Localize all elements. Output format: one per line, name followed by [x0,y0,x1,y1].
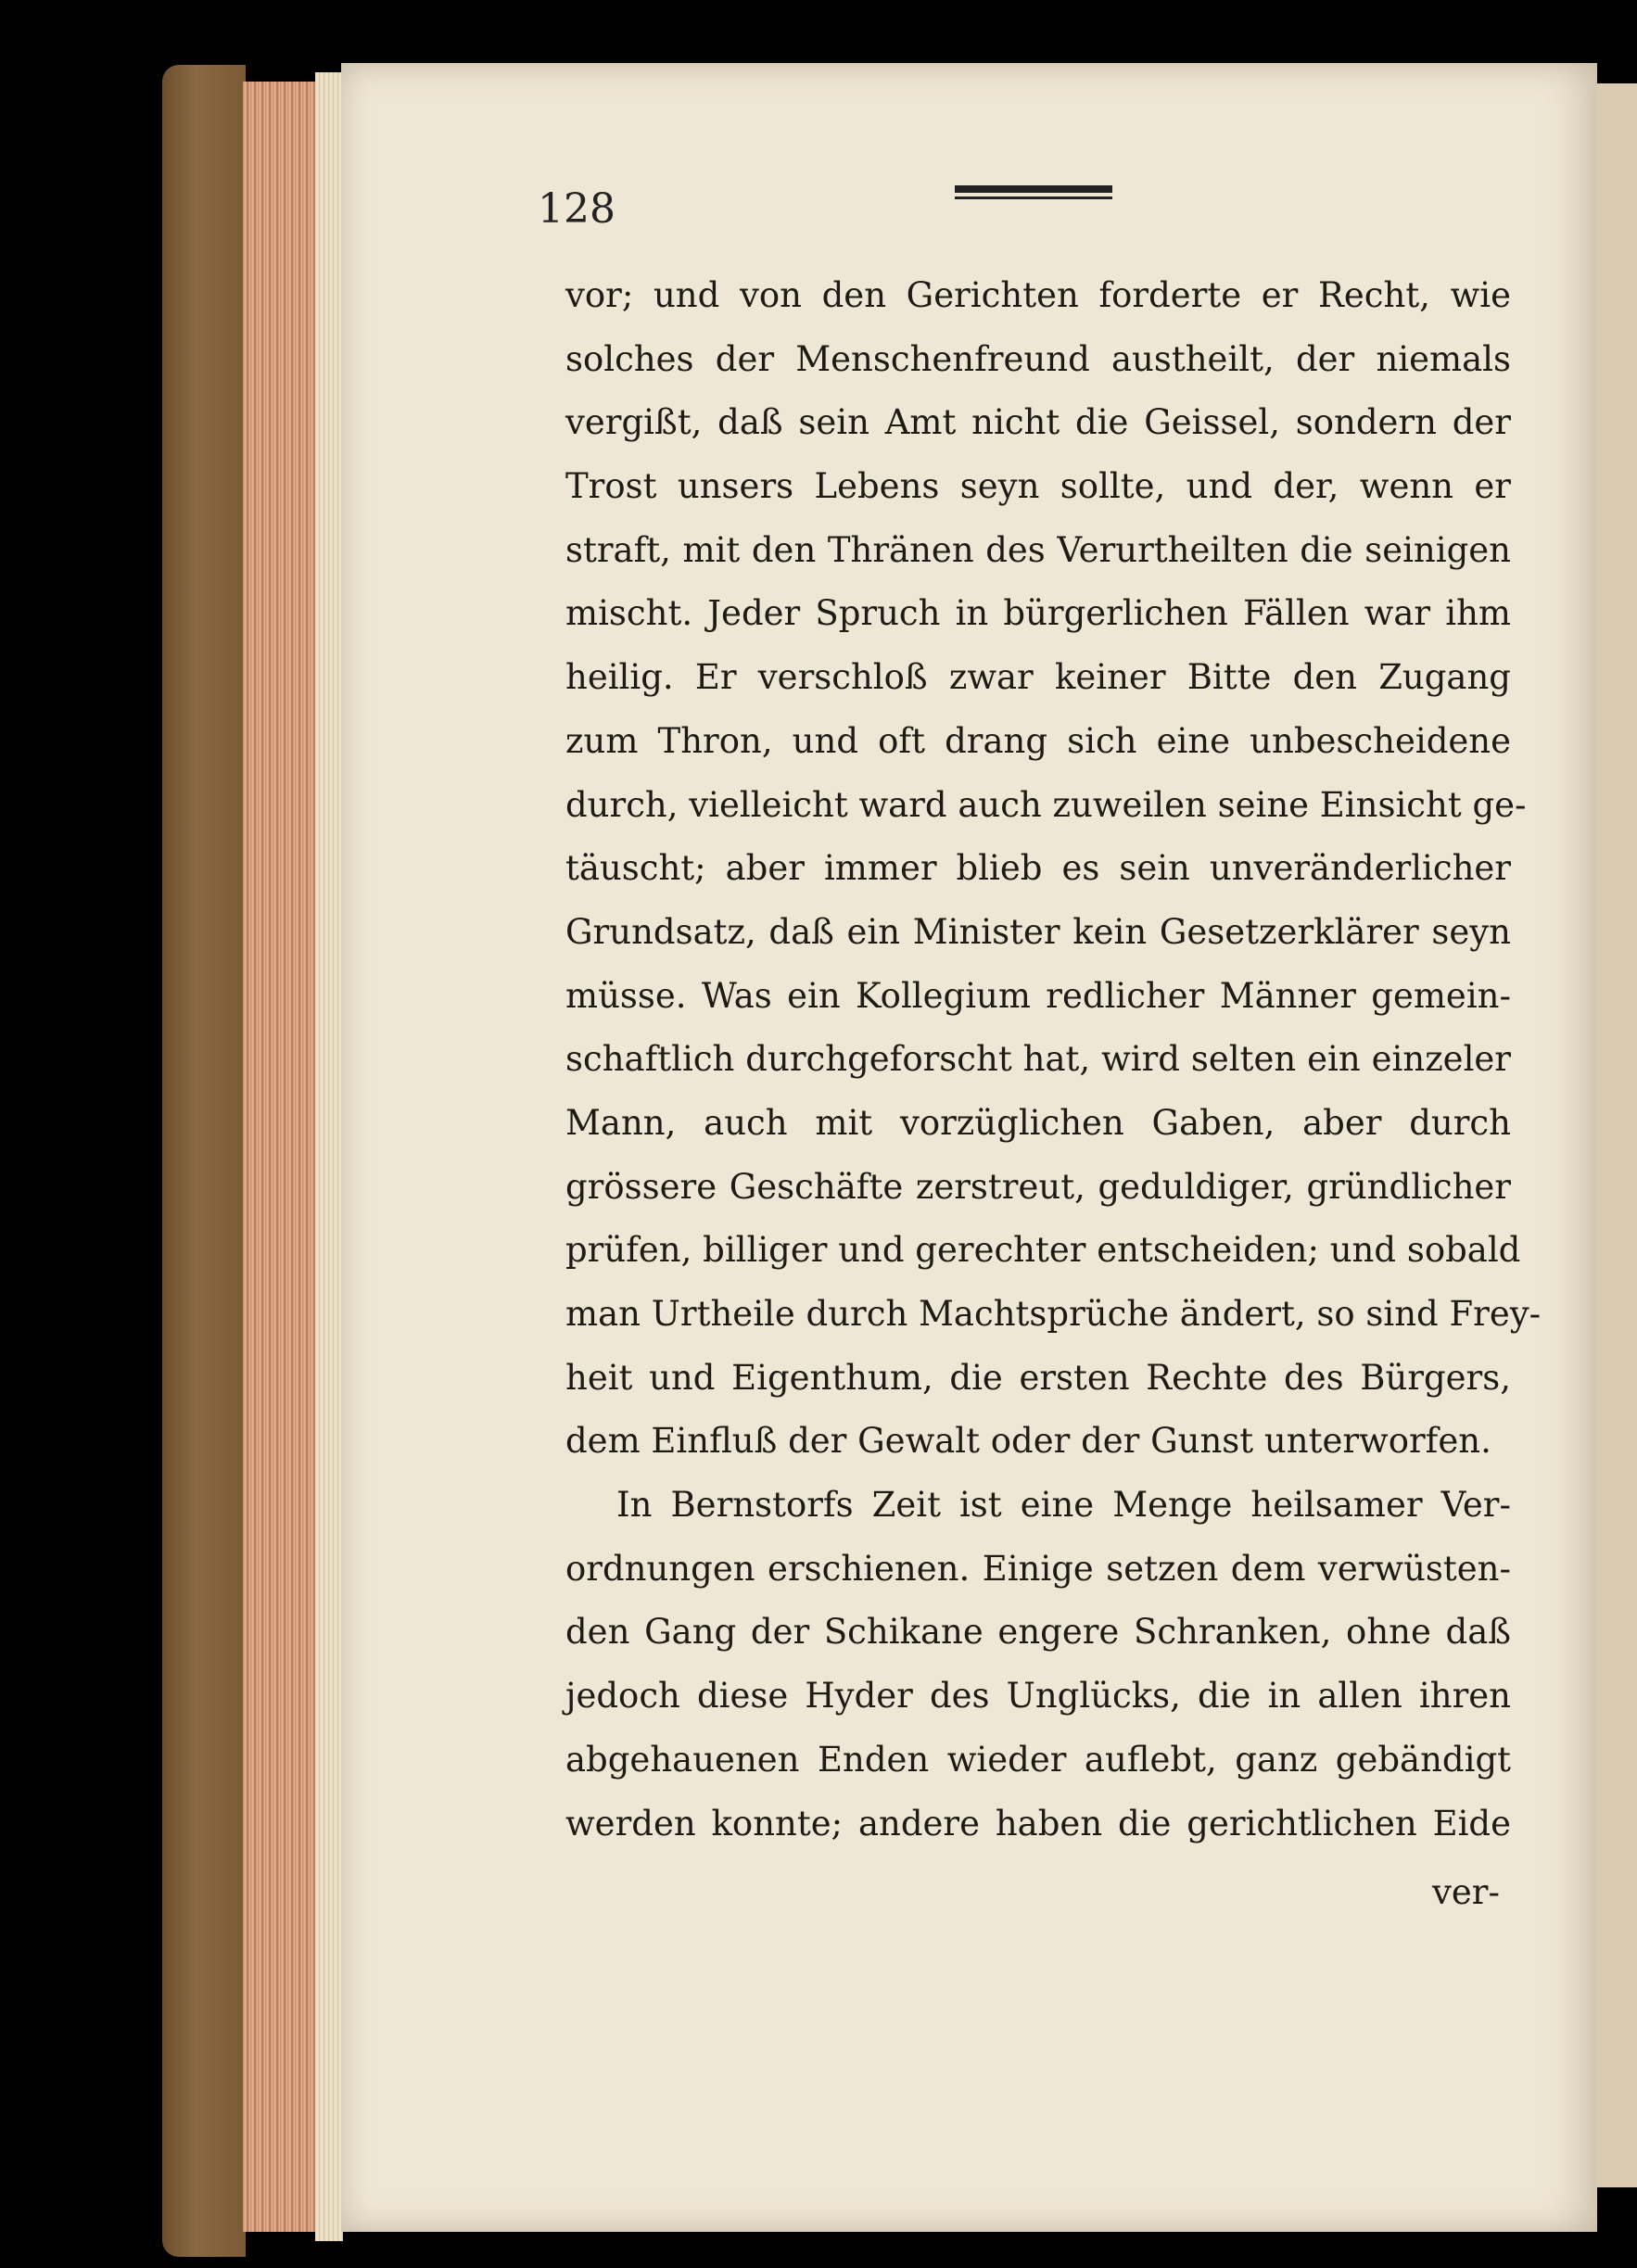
text-line: Trost unsers Lebens seyn sollte, und der, wenn er [565,466,1511,507]
text-line: vor; und von den Gerichten forderte er Recht, wie [565,275,1511,315]
text-line: müsse. Was ein Kollegium redlicher Männer gemein- [565,975,1511,1016]
header-rule-thick [955,185,1112,193]
text-line: schaftlich durchgeforscht hat, wird selten ein einzeler [565,1039,1511,1080]
text-line: man Urtheile durch Machtsprüche ändert, so sind Frey- [565,1294,1542,1334]
text-line: ordnungen erschienen. Einige setzen dem verwüsten- [565,1548,1511,1589]
text-line: Mann, auch mit vorzüglichen Gaben, aber durch [565,1102,1511,1143]
text-line: täuscht; aber immer blieb es sein unveränderlicher [565,848,1511,889]
next-page-edge [1596,83,1637,2187]
text-line: solches der Menschenfreund austheilt, der niemals [565,338,1511,379]
text-line: prüfen, billiger und gerechter entscheiden; und sobald [565,1230,1521,1271]
text-line: mischt. Jeder Spruch in bürgerlichen Fällen war ihm [565,593,1511,634]
book-cover-edge [162,65,246,2257]
catchword: ver- [1432,1872,1500,1912]
text-line: Grundsatz, daß ein Minister kein Gesetzerklärer seyn [565,911,1511,952]
text-line: zum Thron, und oft drang sich eine unbescheidene [565,720,1511,761]
header-rule [955,185,1112,206]
text-line: den Gang der Schikane engere Schranken, ohne daß [565,1612,1511,1653]
text-line: heit und Eigenthum, die ersten Rechte des Bürgers, [565,1357,1511,1398]
text-line: werden konnte; andere haben die gerichtlichen Eide [565,1803,1511,1844]
page-number: 128 [538,185,615,233]
page-stack-inner [315,72,343,2241]
text-line: grössere Geschäfte zerstreut, geduldiger, gründlicher [565,1166,1511,1207]
paragraph-start-line: In Bernstorfs Zeit ist eine Menge heilsamer Ver- [616,1485,1511,1526]
text-line: dem Einfluß der Gewalt oder der Gunst unterworfen. [565,1421,1491,1462]
text-line: straft, mit den Thränen des Verurtheilten die seinigen [565,529,1511,570]
text-line: jedoch diese Hyder des Unglücks, die in allen ihren [565,1676,1511,1717]
header-rule-thin [955,196,1112,199]
page-stack-edge [243,82,326,2232]
text-line: abgehauenen Enden wieder auflebt, ganz gebändigt [565,1739,1511,1780]
text-line: vergißt, daß sein Amt nicht die Geissel, sondern der [565,402,1511,443]
text-line: heilig. Er verschloß zwar keiner Bitte den Zugang [565,657,1511,698]
body-text [565,264,1542,1856]
text-line: durch, vielleicht ward auch zuweilen seine Einsicht ge- [565,784,1527,825]
